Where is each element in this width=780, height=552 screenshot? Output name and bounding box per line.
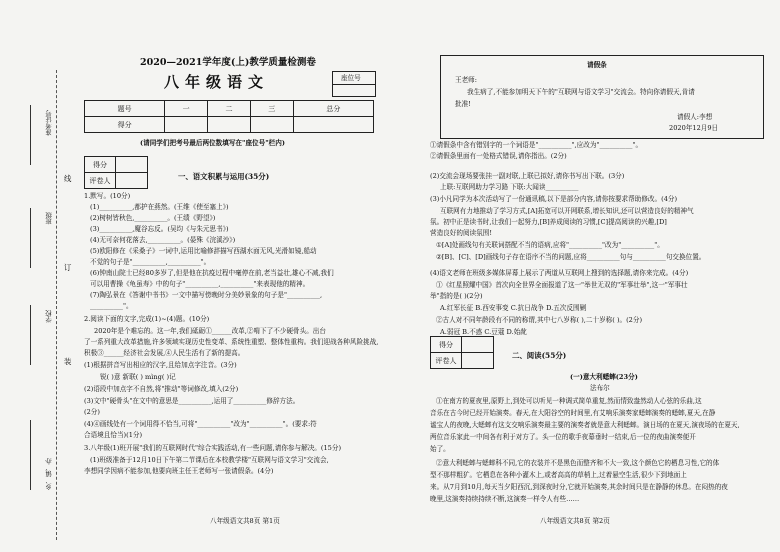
q2-line: (3)文中"硬骨头"在文中的意思是__________,运用了__________修辞方法。 (84, 397, 300, 405)
class-label: 班级 (45, 212, 53, 225)
mcq-options[interactable]: A.弱冠 B.不惑 C.豆蔻 D.始龀 (440, 328, 527, 336)
q3-line: 李想同学因病不能参加,他要向班主任王老师写一张请假条。(4分) (84, 467, 274, 475)
q1-line: 不觉的句子是"__________,__________"。 (90, 258, 211, 266)
q2-line: 2020年是个难忘的。这一年,我们砥砺①______改革,②啃下了不少硬骨头。出台 (94, 327, 326, 335)
score-col-total: 总分 (293, 101, 373, 117)
reading-paragraph-line: 始了。 (430, 445, 450, 453)
cut-char-ding: 订 (64, 263, 72, 272)
q1-line: __________"。 (90, 302, 133, 310)
q1-line: (2)树树皆秋色,__________。(王绩《野望》) (90, 214, 216, 222)
reading-paragraph-line: ②意大利蟋蟀与蟋蟀科不同,它的衣装并不是黑色而整齐和不大一致,这个颜色它的栖息习性,它的体 (436, 459, 720, 467)
q2-line: (1)根据拼音写出相应的汉字,且给加点字注音。(3分) (84, 361, 237, 369)
score-col-header: 题号 (85, 101, 165, 117)
q2-line: (4)④画线处有一个词用得不恰当,可将"__________"改为"__________"。(要求:符 (84, 420, 317, 428)
footer-left: 八年级语文共8页 第1页 (210, 517, 280, 525)
grader-label: 评卷人 (85, 173, 116, 189)
reading-paragraph-line: 晚里,这演奏持续持续不断,这演奏一样令人有些…… (430, 495, 580, 503)
score-col-3: 三 (250, 101, 293, 117)
leave-note-salutation: 王老师: (455, 76, 478, 84)
news-line: 营造良好的阅读氛围! (430, 229, 492, 237)
q2-line: (2)语段中加点字不自然,将"推动"等词修改,填入(2分) (84, 385, 239, 393)
q1-line: 可以用曹操《龟虽寿》中的句子"__________,__________"来表现他的精神。 (90, 280, 310, 288)
q1-head: 1.默写。(10分) (84, 192, 131, 200)
leave-note-body: 批准! (455, 100, 471, 108)
couplet-line: 上联:互联网助力学习路 下联:大闻读__________ (440, 183, 579, 191)
mcq-line: ①《红星照耀中国》首次向全世界全面报道了这一"举世无双的"军事壮举",这一"军事壮 (436, 281, 688, 289)
grader-cell[interactable] (462, 353, 494, 369)
grader-score-label: 得分 (85, 157, 116, 173)
score-cell[interactable] (165, 117, 208, 133)
q2-line: 了一系列重大改革措施,许多领域实现历史性变革、系统性重塑、整体性重构。我们迎战各种风险挑战, (84, 338, 379, 346)
couplet-question: (2)交流会现场要张挂一副对联,上联已拟好,请你书写出下联。(3分) (430, 172, 625, 180)
mcq-line: ②古人对不同年龄段有不同的称谓,其中七八岁称( ),二十岁称( )。(2分) (436, 316, 643, 324)
seat-number-box[interactable] (332, 71, 376, 97)
q1-line: (4)无可奈何花落去,__________。(晏殊《浣溪沙》) (90, 236, 236, 244)
reading-paragraph-line: 谧宝人的夜晚,大蟋蟀有这支交响乐演奏最主要的演奏者就是意大利蟋蟀。演日场的在夏天,演夜场的在夏天, (430, 421, 740, 429)
section1-title: 一、语文积累与运用(35分) (178, 172, 270, 181)
q2-line: 积极③______经济社会发展,④人民生活有了新的提高。 (84, 349, 245, 357)
score-row-label: 得分 (85, 117, 165, 133)
seat-notice: (请同学们把考号最后两位数填写在"座位号"栏内) (140, 139, 285, 147)
news-question: (3)小凡同学为本次活动写了一份通讯稿,以下是部分内容,请你按要求帮助修改。(4分) (430, 195, 678, 203)
q1-line: (1)__________,都护在燕然。(王维《使至塞上》) (90, 203, 229, 211)
leave-q-line: ②请假条里面有一处格式错误,请你指出。(2分) (430, 152, 567, 160)
q1-line: (6)钟南山院士已经80多岁了,但是他在抗疫过程中毫停在前,老当益壮,雄心不减,我们 (90, 269, 334, 277)
exam-number-label: 准考证号 (45, 110, 53, 136)
score-cell[interactable] (208, 117, 251, 133)
grader-score-label: 得分 (431, 337, 462, 353)
grader-score-cell[interactable] (462, 337, 494, 353)
seat-number-label: 座位号 (341, 74, 361, 82)
score-table (84, 100, 374, 133)
score-cell[interactable] (293, 117, 373, 133)
q2-line: 锐( )意 新联( ) mìng( )记 (100, 373, 176, 381)
reading-author: 法布尔 (590, 384, 610, 392)
school-label: 学校 (45, 310, 53, 323)
q1-line: (5)欧阳修在《采桑子》一词中,运用比喻修辞描写西湖水面无风,光滑如镜,船动 (90, 247, 317, 255)
section2-title: 二、阅读(55分) (512, 351, 567, 360)
grader-table-2 (430, 336, 494, 369)
leave-note-date: 2020年12月9日 (669, 124, 719, 132)
grader-cell[interactable] (116, 173, 148, 189)
leave-note-box (440, 55, 764, 139)
binding-dashed-line (56, 70, 57, 540)
leave-note-body: 我生病了,不能参加明天下午的"互联网与语文学习"交流会。特向你请假天,肯请 (467, 88, 695, 96)
q2-head: 2.阅读下面的文字,完成(1)~(4)题。(10分) (84, 315, 210, 323)
score-col-1: 一 (165, 101, 208, 117)
address-blank[interactable] (30, 420, 31, 490)
news-subquestion: ②[B]、[C]、[D]画线句子存在语序不当的问题,应将__________句与__________句交换位置。 (436, 253, 706, 261)
cut-char-xian: 线 (64, 174, 72, 183)
subject-title: 八年级语文 (164, 73, 270, 91)
cut-char-zhuang: 装 (64, 357, 72, 366)
mcq-options[interactable]: A.红军长征 B.西安事变 C.抗日战争 D.五次反围剿 (440, 304, 587, 312)
footer-right: 八年级语文共8页 第2页 (540, 517, 610, 525)
mcq-line: 举"指的是( )(2分) (430, 292, 483, 300)
leave-q-line: ①请假条中含有错别字的一个词语是"__________",应改为"__________"。 (430, 141, 643, 149)
leave-note-title: 请假条 (587, 61, 607, 69)
q3-head: 3.八年级(1)班开展"我们的互联网时代"综合实践活动,有一些问题,请你参与解决。(15分) (84, 444, 342, 452)
exam-title: 2020—2021学年度(上)教学质量检测卷 (140, 57, 316, 68)
score-col-2: 二 (208, 101, 251, 117)
q1-line: (7)陶弘景在《答谢中书书》一文中描写傍晚时分美妙景象的句子是"__________, (90, 291, 323, 299)
reading-paragraph-line: 两位音乐家此一中间各有利于对方了。头一位的歌手夜幕垂时一结束,后一位的夜曲演奏便开 (430, 433, 696, 441)
reading-paragraph-line: 音乐在古今时已经开始演奏。春天,在大阳谷空的时间里,有艾响乐演奏家蟋蟀演奏的蟋蟀,夏天,在静 (430, 409, 716, 417)
seat-number-divider (333, 84, 375, 85)
class-blank[interactable] (30, 208, 31, 268)
reading-paragraph-line: 来。从7月到10月,每天当夕阳西沉,到深夜时分,它就开始演奏,其余时间只是在静静的休息。在闷热的夜 (430, 483, 728, 491)
news-line: 互联网有力地推动了学习方式,[A]拓宽可以开网联系,增长知识,还可以营造良好的精神气 (440, 207, 694, 215)
school-blank[interactable] (30, 305, 31, 365)
reading-paragraph-line: 型不那样粗犷。它栖息在各种小灌木上,或者高高的草梢上,过着悬空生活,很少下到地面上 (430, 471, 687, 479)
reading-paragraph-line: ①在南方的夏夜里,原野上,到处可以听见一种调式简单重复,然而情致盎然动人心弦的乐曲,这 (436, 397, 702, 405)
news-subquestion: ①[A]处画线句有关联词搭配不当的语病,应将"__________"改为"__________"。 (436, 241, 664, 249)
news-line: 氛。初中正是读书时,让我们一起努力,[B]养成阅读的习惯,[C]提高阅读的兴趣,[D] (430, 218, 667, 226)
q2-line: 合语境且恰当)(1分) (84, 431, 143, 439)
grader-label: 评卷人 (431, 353, 462, 369)
address-label: 乡、镇、办 (45, 458, 53, 490)
leave-note-signature: 请假人:李想 (677, 113, 713, 121)
q2-line: (2分) (84, 408, 100, 416)
mcq-question: (4)语文老师在班级多媒体屏幕上展示了两道从互联网上搜到的选择题,请你来完成。(4分) (430, 269, 689, 277)
reading-subtitle: (一)意大利蟋蟀(23分) (570, 373, 638, 381)
q1-line: (3)__________,魔谷忘反。(吴均《与朱元思书》) (90, 225, 229, 233)
score-cell[interactable] (250, 117, 293, 133)
grader-score-cell[interactable] (116, 157, 148, 173)
grader-table-1 (84, 156, 148, 189)
q3-line: (1)班级准备于12月10日下午第二节课后在本校教学楼"互联网与语文学习"交流会, (90, 456, 329, 464)
exam-number-blank[interactable] (30, 105, 31, 165)
